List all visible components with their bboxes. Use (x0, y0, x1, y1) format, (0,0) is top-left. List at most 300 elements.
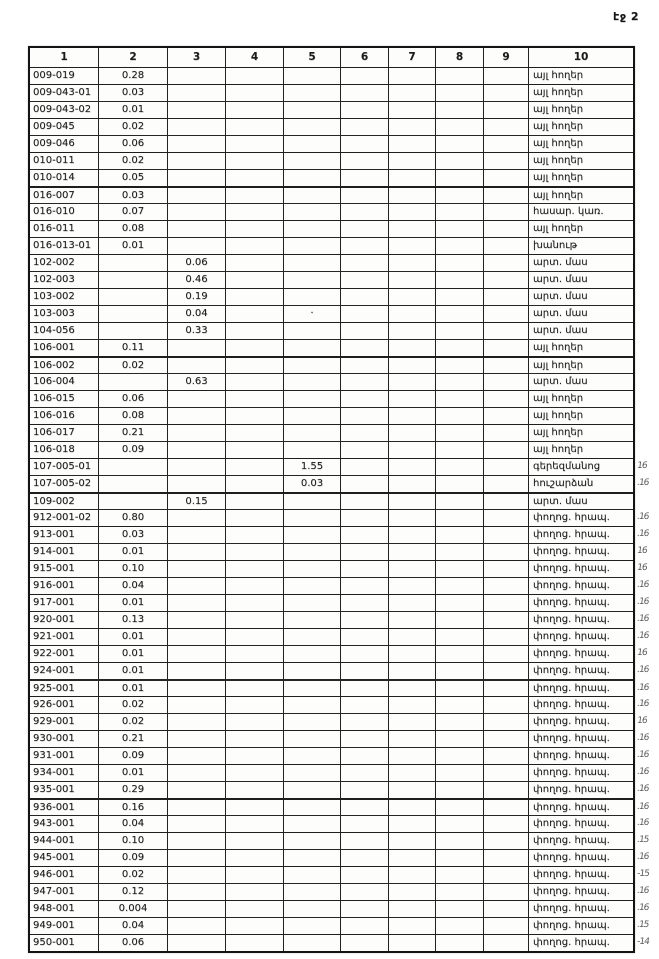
cell-value: 0.08 (98, 408, 167, 424)
cell-value (283, 358, 340, 373)
cell-value (283, 188, 340, 203)
table-row (30, 390, 633, 407)
cell-value (483, 510, 528, 526)
cell-value (483, 800, 528, 815)
cell-value (225, 425, 283, 441)
cell-usage: այլ հողեր (528, 442, 633, 458)
cell-value (483, 918, 528, 934)
table-row (30, 866, 650, 883)
cell-value (483, 833, 528, 849)
margin-mark: 16 (636, 546, 648, 556)
cell-usage: խանութ (528, 238, 633, 254)
cell-value (388, 391, 435, 407)
cell-value (340, 494, 388, 509)
cell-value (483, 663, 528, 679)
cell-value (388, 358, 435, 373)
cell-value (283, 391, 340, 407)
cell-value (483, 306, 528, 322)
cell-value (435, 289, 483, 305)
margin-mark: .16 (636, 852, 650, 862)
cell-value (483, 459, 528, 475)
cell-value (483, 408, 528, 424)
cell-usage: արտ. մաս (528, 255, 633, 271)
cell-value (283, 816, 340, 832)
cell-value (483, 816, 528, 832)
cell-usage: այլ հողեր (528, 358, 633, 373)
cell-code: 106-016 (33, 410, 75, 421)
cell-code: 010-011 (33, 155, 75, 166)
cell-value (483, 374, 528, 390)
header-cell: 3 (167, 48, 225, 67)
cell-value (340, 188, 388, 203)
cell-value (167, 340, 225, 356)
cell-value (283, 442, 340, 458)
cell-value: 0.01 (98, 681, 167, 696)
cell-code: 935-001 (33, 784, 75, 795)
cell-value (340, 442, 388, 458)
cell-value (483, 68, 528, 84)
header-cell: 4 (225, 48, 283, 67)
cell-value (435, 681, 483, 696)
cell-usage: փողոց. հրապ. (528, 800, 633, 815)
cell-value (340, 561, 388, 577)
cell-value (435, 510, 483, 526)
cell-value: 0.63 (167, 374, 225, 390)
margin-mark: .16 (636, 529, 650, 539)
cell-value (388, 697, 435, 713)
cell-usage: փողոց. հրապ. (528, 510, 633, 526)
cell-value (98, 476, 167, 492)
cell-value (388, 119, 435, 135)
table-row (30, 492, 633, 509)
cell-value: 0.13 (98, 612, 167, 628)
cell-value: 0.21 (98, 425, 167, 441)
cell-value (388, 816, 435, 832)
cell-code: 009-046 (33, 138, 75, 149)
margin-mark: 16 (636, 563, 648, 573)
cell-value (388, 476, 435, 492)
table-row (30, 237, 633, 254)
margin-mark: .16 (636, 886, 650, 896)
cell-value (388, 102, 435, 118)
cell-value (340, 901, 388, 917)
cell-value (225, 731, 283, 747)
cell-code: 924-001 (33, 665, 75, 676)
table-row (30, 543, 648, 560)
cell-usage: փողոց. հրապ. (528, 612, 633, 628)
cell-value (167, 935, 225, 951)
cell-value (167, 85, 225, 101)
cell-value (340, 323, 388, 339)
cell-value (167, 170, 225, 186)
margin-mark: .16 (636, 478, 650, 488)
cell-value (340, 867, 388, 883)
cell-value (283, 935, 340, 951)
cell-value (167, 238, 225, 254)
cell-value (225, 833, 283, 849)
cell-code: 929-001 (33, 716, 75, 727)
cell-value (167, 442, 225, 458)
cell-code: 009-043-02 (33, 104, 92, 115)
cell-value (388, 800, 435, 815)
header-cell: 5 (283, 48, 340, 67)
cell-value (283, 170, 340, 186)
cell-value (435, 697, 483, 713)
table-row (30, 917, 650, 934)
table-row (30, 220, 633, 237)
cell-value (435, 765, 483, 781)
cell-value: 0.19 (167, 289, 225, 305)
cell-value (167, 612, 225, 628)
cell-value (283, 408, 340, 424)
cell-usage: փողոց. հրապ. (528, 681, 633, 696)
cell-value (340, 884, 388, 900)
cell-value (483, 204, 528, 220)
table-row (30, 356, 633, 373)
cell-value (283, 238, 340, 254)
header-cell: 6 (340, 48, 388, 67)
header-cell: 8 (435, 48, 483, 67)
table-row (30, 475, 650, 492)
cell-value (388, 170, 435, 186)
cell-value (167, 918, 225, 934)
cell-usage: փողոց. հրապ. (528, 663, 633, 679)
cell-usage: այլ հողեր (528, 408, 633, 424)
cell-value (225, 595, 283, 611)
cell-usage: այլ հողեր (528, 188, 633, 203)
cell-value (283, 748, 340, 764)
cell-value (483, 578, 528, 594)
table-row (30, 560, 648, 577)
cell-value (388, 188, 435, 203)
cell-value (225, 510, 283, 526)
cell-value (435, 527, 483, 543)
cell-value (225, 358, 283, 373)
cell-value (283, 425, 340, 441)
cell-value (283, 510, 340, 526)
cell-value (225, 323, 283, 339)
cell-code: 106-018 (33, 444, 75, 455)
cell-value (483, 681, 528, 696)
cell-code: 917-001 (33, 597, 75, 608)
cell-code: 010-014 (33, 172, 75, 183)
cell-value (388, 663, 435, 679)
table-row (30, 764, 650, 781)
margin-mark: .16 (636, 631, 650, 641)
table-row (30, 84, 633, 101)
cell-value (98, 255, 167, 271)
table-row (30, 577, 650, 594)
cell-value (283, 697, 340, 713)
cell-value (225, 884, 283, 900)
table-row (30, 832, 650, 849)
cell-value (435, 102, 483, 118)
cell-value (483, 901, 528, 917)
table-row (30, 458, 648, 475)
cell-value (483, 494, 528, 509)
cell-value (483, 238, 528, 254)
cell-code: 915-001 (33, 563, 75, 574)
cell-usage: այլ հողեր (528, 425, 633, 441)
table-row (30, 254, 633, 271)
cell-value (283, 289, 340, 305)
header-cell: 7 (388, 48, 435, 67)
cell-value (225, 494, 283, 509)
cell-value (483, 85, 528, 101)
cell-value (435, 782, 483, 798)
cell-value (283, 765, 340, 781)
cell-usage: փողոց. հրապ. (528, 833, 633, 849)
cell-value (283, 255, 340, 271)
cell-value (435, 663, 483, 679)
cell-value (388, 408, 435, 424)
cell-code: 102-002 (33, 257, 75, 268)
cell-usage: այլ հողեր (528, 68, 633, 84)
cell-usage: փողոց. հրապ. (528, 561, 633, 577)
cell-value (283, 374, 340, 390)
cell-value (283, 901, 340, 917)
cell-value (435, 255, 483, 271)
cell-value (435, 731, 483, 747)
cell-code: 913-001 (33, 529, 75, 540)
cell-value (167, 646, 225, 662)
cell-value (340, 374, 388, 390)
cell-code: 950-001 (33, 937, 75, 948)
cell-value (340, 731, 388, 747)
cell-value (167, 901, 225, 917)
cell-usage: փողոց. հրապ. (528, 884, 633, 900)
cell-value (483, 714, 528, 730)
cell-code: 931-001 (33, 750, 75, 761)
cell-value (388, 850, 435, 866)
cell-value (388, 612, 435, 628)
cell-code: 109-002 (33, 496, 75, 507)
cell-value: 0.29 (98, 782, 167, 798)
cell-value (388, 272, 435, 288)
table-row (30, 271, 633, 288)
cell-value (340, 476, 388, 492)
cell-value (340, 136, 388, 152)
cell-value (388, 731, 435, 747)
cell-value (283, 494, 340, 509)
cell-value (435, 850, 483, 866)
table-row (30, 883, 650, 900)
cell-value (167, 867, 225, 883)
cell-code: 914-001 (33, 546, 75, 557)
cell-value (435, 442, 483, 458)
cell-code: 916-001 (33, 580, 75, 591)
cell-value (167, 578, 225, 594)
cell-value (388, 527, 435, 543)
table-row (30, 67, 633, 84)
cell-usage: այլ հողեր (528, 153, 633, 169)
cell-value (225, 272, 283, 288)
cell-value (388, 255, 435, 271)
cell-value (483, 323, 528, 339)
cell-value (283, 323, 340, 339)
cell-usage: արտ. մաս (528, 306, 633, 322)
cell-value (225, 527, 283, 543)
cell-value: 0.01 (98, 544, 167, 560)
table-row (30, 322, 633, 339)
cell-value (167, 459, 225, 475)
cell-usage: այլ հողեր (528, 136, 633, 152)
cell-value: 0.01 (98, 663, 167, 679)
cell-value (435, 867, 483, 883)
cell-value (225, 476, 283, 492)
cell-usage: փողոց. հրապ. (528, 850, 633, 866)
cell-code: 107-005-02 (33, 478, 92, 489)
cell-usage: այլ հողեր (528, 102, 633, 118)
cell-value: 0.01 (98, 765, 167, 781)
table-row (30, 186, 633, 203)
table-row (30, 713, 648, 730)
margin-mark: .16 (636, 597, 650, 607)
table-row (30, 407, 633, 424)
cell-value (388, 323, 435, 339)
cell-value (340, 833, 388, 849)
table-row (30, 101, 633, 118)
cell-usage: արտ. մաս (528, 272, 633, 288)
cell-value (435, 425, 483, 441)
cell-value (388, 289, 435, 305)
cell-value (435, 323, 483, 339)
margin-mark: .16 (636, 903, 650, 913)
cell-value (225, 714, 283, 730)
cell-value (98, 323, 167, 339)
cell-value (388, 935, 435, 951)
cell-value (167, 188, 225, 203)
cell-value (435, 476, 483, 492)
cell-usage: փողոց. հրապ. (528, 816, 633, 832)
cell-usage: փողոց. հրապ. (528, 544, 633, 560)
cell-value: 0.02 (98, 714, 167, 730)
margin-mark: -14 (636, 937, 650, 947)
cell-value: 0.02 (98, 867, 167, 883)
cell-value (167, 136, 225, 152)
cell-value (483, 867, 528, 883)
cell-value (435, 153, 483, 169)
cell-code: 947-001 (33, 886, 75, 897)
cell-value: 0.05 (98, 170, 167, 186)
cell-value (225, 238, 283, 254)
cell-value (388, 68, 435, 84)
cell-code: 949-001 (33, 920, 75, 931)
cell-usage: այլ հողեր (528, 85, 633, 101)
cell-value (167, 153, 225, 169)
cell-value (225, 340, 283, 356)
cell-usage: փողոց. հրապ. (528, 697, 633, 713)
cell-value (388, 136, 435, 152)
cell-value (167, 425, 225, 441)
cell-value (435, 306, 483, 322)
cell-value (435, 612, 483, 628)
cell-usage: հասար. կառ. (528, 204, 633, 220)
cell-value (225, 935, 283, 951)
cell-value (340, 238, 388, 254)
cell-value (388, 374, 435, 390)
cell-value: 0.12 (98, 884, 167, 900)
cell-value: 0.80 (98, 510, 167, 526)
cell-value: 0.16 (98, 800, 167, 815)
cell-value (167, 714, 225, 730)
cell-value (225, 153, 283, 169)
cell-value (167, 408, 225, 424)
cell-code: 930-001 (33, 733, 75, 744)
cell-value: 0.28 (98, 68, 167, 84)
cell-value (167, 800, 225, 815)
table-row (30, 135, 633, 152)
cell-value (340, 816, 388, 832)
cell-value (483, 255, 528, 271)
cell-value: 0.06 (98, 391, 167, 407)
cell-code: 009-019 (33, 70, 75, 81)
cell-value: 0.09 (98, 850, 167, 866)
page-number: էջ 2 (613, 10, 639, 23)
cell-value (225, 85, 283, 101)
cell-value (435, 901, 483, 917)
cell-value (225, 612, 283, 628)
cell-value (388, 340, 435, 356)
cell-value (225, 901, 283, 917)
cell-usage: փողոց. հրապ. (528, 935, 633, 951)
cell-value (388, 629, 435, 645)
table-row (30, 781, 650, 798)
cell-value: 0.04 (98, 816, 167, 832)
cell-value (483, 170, 528, 186)
cell-value (225, 188, 283, 203)
cell-value (167, 629, 225, 645)
cell-value: 0.02 (98, 358, 167, 373)
cell-value (483, 765, 528, 781)
cell-value (483, 697, 528, 713)
cell-value (283, 221, 340, 237)
cell-value (225, 765, 283, 781)
cell-value: 0.06 (98, 136, 167, 152)
cell-code: 009-045 (33, 121, 75, 132)
cell-value (225, 442, 283, 458)
cell-value (167, 561, 225, 577)
cell-value (483, 119, 528, 135)
table-row (30, 934, 650, 951)
cell-value (435, 136, 483, 152)
cell-code: 945-001 (33, 852, 75, 863)
cell-value: 0.06 (167, 255, 225, 271)
margin-mark: .15 (636, 835, 650, 845)
cell-value: 0.11 (98, 340, 167, 356)
cell-value (435, 833, 483, 849)
cell-code: 943-001 (33, 818, 75, 829)
cell-value (167, 816, 225, 832)
cell-value: 0.07 (98, 204, 167, 220)
table-row (30, 288, 633, 305)
cell-value (483, 595, 528, 611)
cell-value (435, 272, 483, 288)
table-row (30, 424, 633, 441)
cell-value (435, 85, 483, 101)
cell-usage: փողոց. հրապ. (528, 731, 633, 747)
cell-value (340, 221, 388, 237)
margin-mark: .16 (636, 802, 650, 812)
cell-value (388, 442, 435, 458)
cell-value (435, 544, 483, 560)
cell-value (167, 68, 225, 84)
cell-code: 925-001 (33, 683, 75, 694)
cell-value (283, 544, 340, 560)
cell-value: 0.15 (167, 494, 225, 509)
cell-value (283, 681, 340, 696)
cell-usage: այլ հողեր (528, 119, 633, 135)
